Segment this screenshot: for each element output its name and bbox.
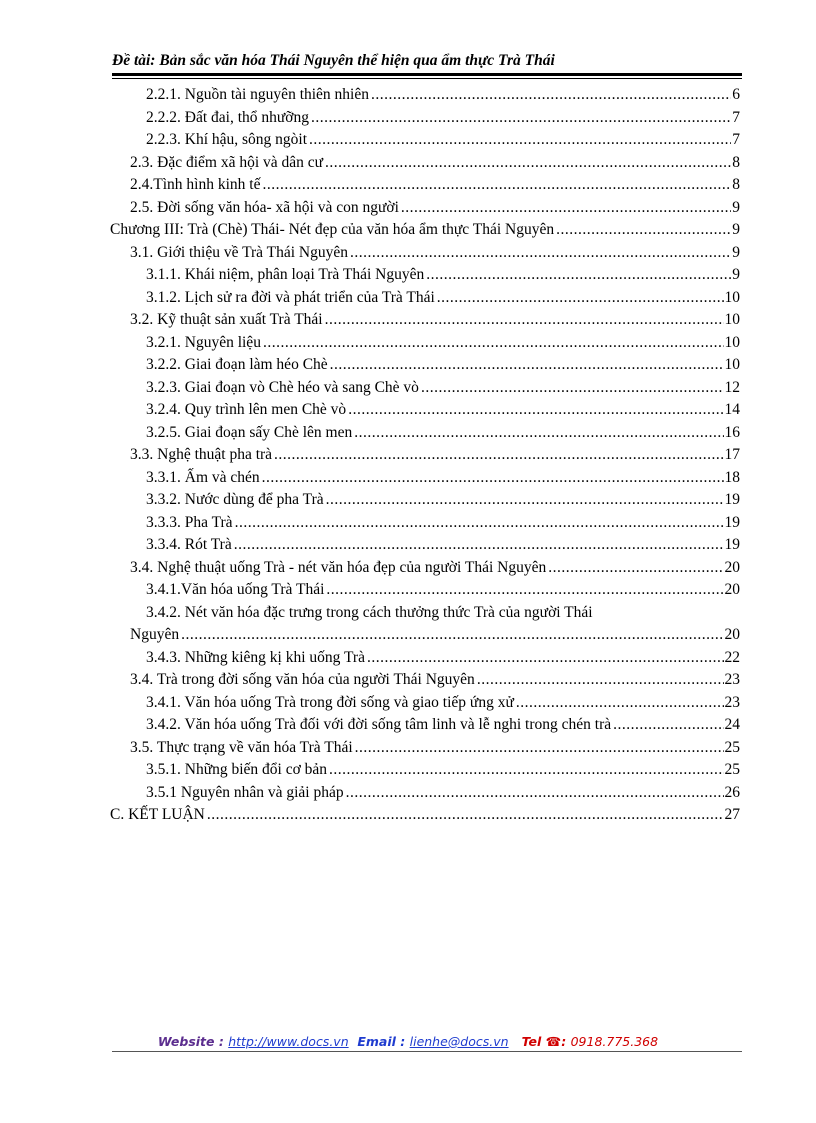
email-link[interactable]: lienhe@docs.vn (409, 1034, 509, 1049)
toc-entry[interactable] (110, 692, 740, 715)
toc-page-number: 23 (724, 693, 740, 711)
dot-leader (325, 309, 724, 332)
toc-entry-label: 2.5. Đời sống văn hóa- xã hội và con người (130, 198, 399, 216)
dot-leader (355, 737, 724, 760)
toc-entry[interactable] (110, 129, 740, 152)
dot-leader (325, 152, 731, 175)
toc-page-number: 10 (724, 311, 740, 328)
toc-entry-label: 3.4.3. Những kiêng kị khi uống Trà (146, 648, 365, 666)
header-rule-thick (112, 73, 742, 76)
dot-leader (371, 84, 731, 107)
tel-value: 0918.775.368 (570, 1034, 659, 1049)
toc-entry[interactable] (110, 332, 740, 355)
toc-entry-label: 3.1. Giới thiệu về Trà Thái Nguyên (130, 243, 349, 261)
toc-page-number: 9 (732, 266, 740, 283)
toc-entry-label: 2.4.Tình hình kinh tế (130, 176, 261, 193)
toc-page-number: 8 (732, 153, 740, 171)
toc-entry[interactable] (110, 287, 740, 310)
toc-entry[interactable] (110, 399, 740, 422)
toc-entry-label: 3.2.1. Nguyên liệu (146, 333, 261, 351)
toc-page-number: 16 (724, 423, 740, 441)
dot-leader (326, 489, 724, 512)
website-link[interactable]: http://www.docs.vn (228, 1034, 349, 1049)
toc-entry[interactable] (110, 534, 740, 557)
toc-page-number: 9 (732, 198, 740, 216)
toc-entry-label: 3.3.1. Ấm và chén (146, 468, 260, 486)
toc-entry[interactable] (110, 197, 740, 220)
toc-entry-label: 3.2.2. Giai đoạn làm héo Chè (146, 356, 328, 373)
toc-entry-label: 3.2.4. Quy trình lên men Chè vò (146, 401, 347, 418)
dot-leader (274, 444, 723, 467)
toc-page-number: 22 (724, 648, 740, 666)
dot-leader (613, 714, 723, 737)
toc-entry-label: C. KẾT LUẬN (110, 806, 205, 823)
toc-entry[interactable] (110, 444, 740, 467)
toc-entry[interactable] (110, 219, 740, 242)
dot-leader (350, 242, 731, 265)
toc-page-number: 7 (732, 131, 740, 148)
toc-page-number: 26 (724, 783, 740, 801)
toc-page-number: 20 (724, 626, 740, 643)
dot-leader (548, 557, 723, 580)
toc-entry-label: 3.2. Kỹ thuật sản xuất Trà Thái (130, 311, 323, 328)
dot-leader (235, 512, 724, 535)
toc-entry-label: 3.1.2. Lịch sử ra đời và phát triển của Trà Thái (146, 288, 435, 306)
toc-entry[interactable] (110, 512, 740, 535)
toc-page-number: 14 (724, 401, 740, 418)
dot-leader (311, 107, 731, 130)
dot-leader (556, 219, 731, 242)
toc-entry[interactable] (110, 377, 740, 400)
toc-entry[interactable] (110, 759, 740, 782)
toc-entry[interactable] (110, 174, 740, 197)
table-of-contents (110, 84, 740, 827)
toc-page-number: 24 (724, 716, 740, 733)
dot-leader (329, 759, 723, 782)
toc-entry-label: 3.5.1. Những biến đổi cơ bản (146, 761, 328, 778)
dot-leader (330, 354, 724, 377)
dot-leader (326, 579, 723, 602)
toc-entry-label: 2.2.1. Nguồn tài nguyên thiên nhiên (146, 86, 369, 103)
toc-page-number: 9 (732, 243, 740, 261)
toc-page-number: 17 (724, 446, 740, 463)
toc-entry[interactable] (110, 107, 740, 130)
header-rule-thin (112, 78, 742, 79)
toc-entry-label: 3.2.3. Giai đoạn vò Chè héo và sang Chè vò (146, 378, 419, 396)
toc-entry-label: 3.3.2. Nước dùng để pha Trà (146, 491, 324, 508)
toc-entry-label: 3.5. Thực trạng về văn hóa Trà Thái (130, 738, 353, 756)
dot-leader (262, 174, 731, 197)
toc-entry-label: Chương III: Trà (Chè) Thái- Nét đẹp của văn hóa ẩm thực Thái Nguyên (110, 221, 555, 238)
toc-entry-label: 3.3.3. Pha Trà (146, 513, 233, 531)
toc-entry-label: 3.3. Nghệ thuật pha trà (130, 446, 273, 463)
toc-entry-label: 2.3. Đặc điểm xã hội và dân cư (130, 153, 324, 171)
toc-entry-label: 3.3.4. Rót Trà (146, 536, 232, 553)
dot-leader (367, 647, 724, 670)
toc-entry[interactable] (110, 714, 740, 737)
toc-page-number: 19 (724, 513, 740, 531)
toc-page-number: 25 (724, 761, 740, 778)
toc-page-number: 10 (724, 356, 740, 373)
toc-entry-label: 3.2.5. Giai đoạn sấy Chè lên men (146, 423, 353, 441)
toc-entry-label: Nguyên (130, 626, 180, 643)
website-label: Website : (157, 1034, 224, 1049)
toc-page-number: 6 (732, 86, 740, 103)
page-footer (0, 1034, 816, 1049)
dot-leader (234, 534, 724, 557)
dot-leader (354, 422, 723, 445)
toc-entry[interactable] (110, 737, 740, 760)
toc-entry-label: 3.1.1. Khái niệm, phân loại Trà Thái Nguyên (146, 266, 425, 283)
toc-page-number: 20 (724, 581, 740, 598)
dot-leader (207, 804, 724, 827)
toc-entry-label: 2.2.2. Đất đai, thổ nhưỡng (146, 108, 309, 126)
toc-page-number: 8 (732, 176, 740, 193)
toc-page-number: 19 (724, 491, 740, 508)
dot-leader (477, 669, 724, 692)
toc-page-number: 10 (724, 288, 740, 306)
dot-leader (263, 332, 724, 355)
toc-entry[interactable] (110, 467, 740, 490)
toc-entry-label: 3.4. Nghệ thuật uống Trà - nét văn hóa đẹp của người Thái Nguyên (130, 558, 547, 576)
tel-label: Tel ☎: (521, 1034, 567, 1049)
dot-leader (346, 782, 724, 805)
toc-entry[interactable] (110, 422, 740, 445)
toc-entry[interactable] (110, 647, 740, 670)
toc-entry-label: 3.4.2. Văn hóa uống Trà đối với đời sống tâm linh và lễ nghi trong chén trà (146, 716, 612, 733)
toc-entry-label: 3.4. Trà trong đời sống văn hóa của người Thái Nguyên (130, 671, 475, 688)
toc-page-number: 25 (724, 738, 740, 756)
toc-entry-label: 3.5.1 Nguyên nhân và giải pháp (146, 783, 344, 801)
toc-entry[interactable] (110, 579, 740, 602)
toc-page-number: 23 (724, 671, 740, 688)
dot-leader (401, 197, 731, 220)
toc-page-number: 9 (732, 221, 740, 238)
toc-page-number: 18 (724, 468, 740, 486)
toc-page-number: 10 (724, 333, 740, 351)
toc-entry[interactable] (110, 264, 740, 287)
toc-page-number: 7 (732, 108, 740, 126)
dot-leader (348, 399, 723, 422)
toc-entry[interactable] (110, 782, 740, 805)
email-label: Email : (357, 1034, 406, 1049)
toc-entry[interactable] (110, 354, 740, 377)
toc-entry-label: 2.2.3. Khí hậu, sông ngòit (146, 131, 308, 148)
toc-entry[interactable] (110, 152, 740, 175)
toc-entry-label: 3.4.1. Văn hóa uống Trà trong đời sống và giao tiếp ứng xử (146, 693, 514, 711)
toc-entry[interactable] (110, 557, 740, 580)
toc-entry[interactable] (110, 309, 740, 332)
toc-entry[interactable] (110, 804, 740, 827)
toc-entry[interactable] (110, 669, 740, 692)
dot-leader (437, 287, 724, 310)
dot-leader (421, 377, 724, 400)
toc-entry[interactable] (110, 624, 740, 647)
toc-page-number: 19 (724, 536, 740, 553)
toc-entry-label: 3.4.2. Nét văn hóa đặc trưng trong cách thưởng thức Trà của người Thái (146, 603, 593, 621)
toc-entry[interactable] (110, 242, 740, 265)
document-header: Đề tài: Bản sắc văn hóa Thái Nguyên thể hiện qua ẩm thực Trà Thái (112, 52, 555, 69)
dot-leader (426, 264, 731, 287)
toc-page-number: 12 (724, 378, 740, 396)
toc-entry-label: 3.4.1.Văn hóa uống Trà Thái (146, 581, 325, 598)
toc-page-number: 20 (724, 558, 740, 576)
toc-entry[interactable] (110, 84, 740, 107)
dot-leader (181, 624, 723, 647)
dot-leader (516, 692, 724, 715)
dot-leader (262, 467, 724, 490)
toc-page-number: 27 (724, 806, 740, 823)
dot-leader (309, 129, 731, 152)
toc-entry[interactable] (110, 489, 740, 512)
footer-rule (112, 1051, 742, 1052)
